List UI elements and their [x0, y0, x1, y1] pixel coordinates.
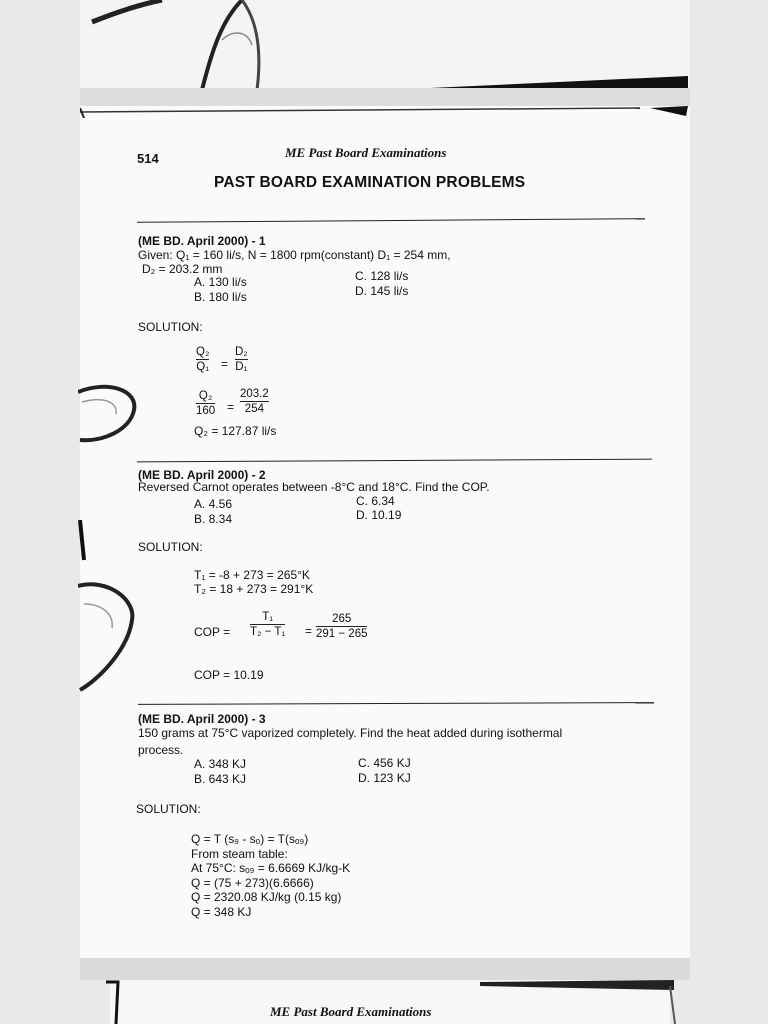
problem-2-text: Reversed Carnot operates between -8°C and 18°C. Find the COP.	[138, 480, 490, 494]
fraction-denominator: 160	[196, 405, 216, 417]
problem-2-choice-c: C. 6.34	[356, 494, 395, 508]
problem-3-line-6: Q = 348 KJ	[191, 905, 252, 919]
fraction-numerator: Q₂	[196, 346, 210, 358]
problem-3-choice-c: C. 456 KJ	[358, 756, 411, 770]
problem-3-solution-label: SOLUTION:	[136, 802, 201, 816]
page-title: PAST BOARD EXAMINATION PROBLEMS	[214, 174, 526, 191]
fraction-denominator: 291 − 265	[316, 628, 368, 640]
fraction-denominator: 254	[244, 403, 264, 415]
next-page-running-title: ME Past Board Examinations	[270, 1004, 432, 1019]
problem-1-title: (ME BD. April 2000) - 1	[138, 234, 266, 248]
fraction-denominator: D₁	[235, 361, 248, 373]
problem-2-cop-label: COP =	[194, 625, 231, 639]
problem-1-choice-d: D. 145 li/s	[355, 284, 409, 298]
problem-3-title: (ME BD. April 2000) - 3	[138, 712, 266, 726]
problem-1-choice-a: A. 130 li/s	[194, 275, 247, 289]
equals-sign: =	[221, 357, 229, 371]
problem-3-line-5: Q = 2320.08 KJ/kg (0.15 kg)	[191, 890, 342, 904]
problem-2-t2: T₂ = 18 + 273 = 291°K	[194, 582, 314, 596]
problem-1-fraction-q-values	[196, 390, 215, 417]
problem-2-title: (ME BD. April 2000) - 2	[138, 468, 266, 482]
problem-3-line-3: At 75°C: sₒ₉ = 6.6669 KJ/kg-K	[191, 861, 351, 875]
problem-2-choice-a: A. 4.56	[194, 497, 233, 511]
problem-1-choice-c: C. 128 li/s	[355, 269, 409, 283]
problem-2-t1: T₁ = -8 + 273 = 265°K	[194, 568, 310, 582]
problem-1-given-2: D₂ = 203.2 mm	[142, 262, 223, 276]
problem-3-text: 150 grams at 75°C vaporized completely. Find the heat added during isothermal	[138, 726, 563, 740]
problem-2-cop-result: COP = 10.19	[194, 668, 264, 682]
problem-1-fraction-q	[196, 346, 209, 373]
problem-2-cop-fraction-values	[316, 613, 367, 640]
fraction-numerator: D₂	[235, 346, 248, 358]
problem-2-cop-fraction-symbolic	[250, 611, 285, 638]
problem-1-given: Given: Q₁ = 160 li/s, N = 1800 rpm(constant) D₁ = 254 mm,	[138, 248, 451, 262]
problem-3-line-1: Q = T (s₉ - sₒ) = T(sₒ₉)	[191, 832, 309, 846]
problem-3-line-2: From steam table:	[191, 847, 288, 861]
problem-3-choice-b: B. 643 KJ	[194, 772, 247, 786]
equals-sign: =	[305, 624, 313, 638]
fraction-numerator: 203.2	[240, 388, 269, 400]
fraction-denominator: T₂ − T₁	[250, 626, 286, 638]
finger-smudge-left-1	[78, 380, 148, 450]
fraction-numerator: Q₂	[198, 390, 213, 402]
problem-1-solution-label: SOLUTION:	[138, 320, 203, 334]
problem-2-choice-b: B. 8.34	[194, 512, 233, 526]
problem-2-choice-d: D. 10.19	[356, 508, 402, 522]
problem-2-solution-label: SOLUTION:	[138, 540, 203, 554]
problem-1-fraction-d	[235, 346, 248, 373]
problem-3-text-2: process.	[138, 743, 184, 757]
equals-sign: =	[227, 400, 235, 414]
running-title: ME Past Board Examinations	[285, 145, 447, 160]
fraction-numerator: 265	[332, 613, 352, 625]
problem-1-result: Q₂ = 127.87 li/s	[194, 424, 277, 438]
fraction-denominator: Q₁	[196, 361, 210, 373]
problem-3-line-4: Q = (75 + 273)(6.6666)	[191, 876, 314, 890]
page-number: 514	[137, 151, 159, 166]
problem-1-fraction-d-values	[240, 388, 269, 415]
problem-3-choice-a: A. 348 KJ	[194, 757, 247, 771]
page-top-edge	[80, 104, 690, 118]
fraction-numerator: T₁	[262, 611, 274, 623]
problem-3-choice-d: D. 123 KJ	[358, 771, 411, 785]
problem-1-choice-b: B. 180 li/s	[194, 290, 247, 304]
finger-smudge-top	[82, 0, 282, 90]
